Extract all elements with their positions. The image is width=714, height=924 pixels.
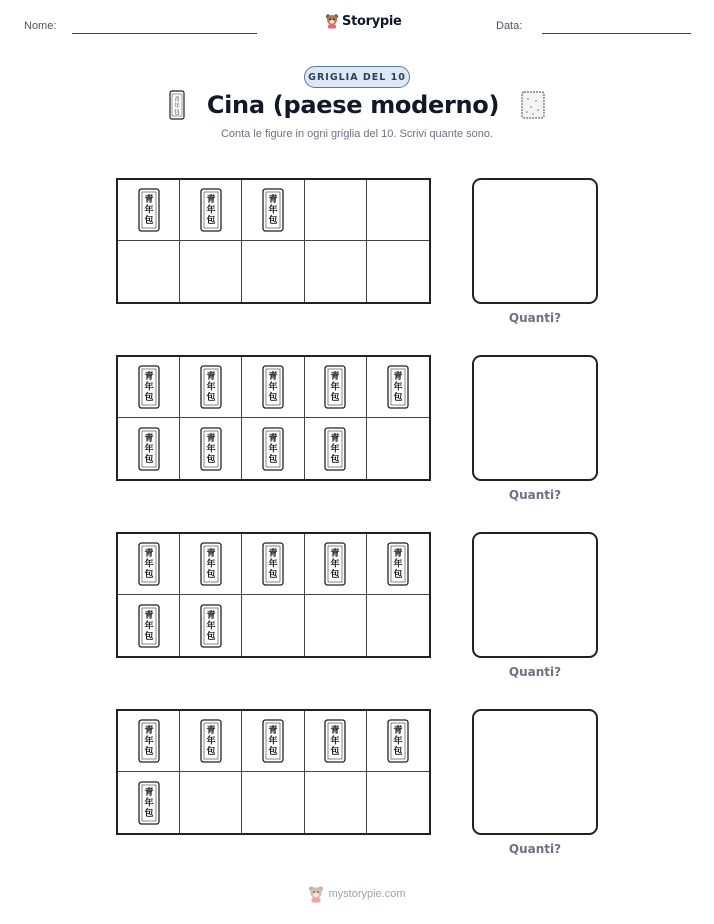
grid-cell xyxy=(367,595,429,656)
qingnianbao-packet-icon xyxy=(262,365,284,409)
svg-text:青: 青 xyxy=(393,549,403,559)
grid-cell xyxy=(180,241,242,302)
qingnianbao-packet-icon xyxy=(200,542,222,586)
svg-text:包: 包 xyxy=(144,393,154,403)
grid-cell xyxy=(305,534,367,595)
qingnianbao-packet-icon xyxy=(200,365,222,409)
packet-icon-left xyxy=(169,90,185,120)
svg-text:年: 年 xyxy=(144,205,154,216)
grid-cell xyxy=(242,711,304,772)
grid-cell xyxy=(118,711,180,772)
grid-cell xyxy=(367,534,429,595)
svg-text:年: 年 xyxy=(174,103,180,110)
grid-cell xyxy=(367,241,429,302)
qingnianbao-packet-icon xyxy=(324,427,346,471)
grid-cell xyxy=(367,357,429,418)
grid-cell xyxy=(305,418,367,479)
svg-text:包: 包 xyxy=(206,570,216,580)
ten-frame-grid-4 xyxy=(116,709,431,835)
svg-text:青: 青 xyxy=(330,433,340,444)
svg-text:青: 青 xyxy=(144,610,154,621)
svg-text:包: 包 xyxy=(268,393,278,403)
svg-text:包: 包 xyxy=(206,631,216,642)
answer-label-2: Quanti? xyxy=(508,488,562,502)
bear-mascot-icon xyxy=(325,13,339,29)
name-label: Nome: xyxy=(24,20,57,32)
svg-text:包: 包 xyxy=(144,570,154,580)
qingnianbao-packet-icon xyxy=(200,188,222,232)
svg-text:青: 青 xyxy=(144,726,154,736)
qingnianbao-packet-icon xyxy=(138,188,160,232)
grid-cell xyxy=(305,595,367,656)
svg-text:年: 年 xyxy=(206,382,216,393)
qingnianbao-packet-icon xyxy=(324,719,346,763)
grid-cell xyxy=(180,180,242,241)
svg-text:年: 年 xyxy=(268,559,278,570)
svg-text:年: 年 xyxy=(393,736,403,747)
svg-text:包: 包 xyxy=(268,454,278,465)
qingnianbao-packet-icon xyxy=(138,604,160,648)
qingnianbao-packet-icon xyxy=(262,719,284,763)
svg-text:包: 包 xyxy=(144,747,154,757)
grid-cell xyxy=(367,180,429,241)
bear-mascot-icon xyxy=(308,885,324,903)
grid-cell xyxy=(305,241,367,302)
brand-name: Storypie xyxy=(342,13,402,29)
date-input-line[interactable] xyxy=(542,33,691,34)
svg-text:年: 年 xyxy=(144,736,154,747)
grid-cell xyxy=(118,180,180,241)
svg-text:青: 青 xyxy=(330,372,340,382)
svg-text:青: 青 xyxy=(268,195,278,205)
svg-text:包: 包 xyxy=(268,570,278,580)
svg-text:包: 包 xyxy=(393,570,403,580)
svg-text:青: 青 xyxy=(144,195,154,205)
qingnianbao-packet-icon xyxy=(138,719,160,763)
svg-text:青: 青 xyxy=(206,549,216,559)
footer xyxy=(0,885,714,903)
svg-text:年: 年 xyxy=(144,444,154,454)
svg-text:包: 包 xyxy=(330,570,340,580)
svg-text:包: 包 xyxy=(144,631,154,642)
svg-text:包: 包 xyxy=(174,110,180,116)
qingnianbao-packet-icon xyxy=(138,542,160,586)
svg-text:年: 年 xyxy=(206,205,216,216)
svg-text:包: 包 xyxy=(144,454,154,465)
qingnianbao-packet-icon xyxy=(324,542,346,586)
svg-text:青: 青 xyxy=(268,433,278,444)
svg-text:青: 青 xyxy=(206,195,216,205)
answer-box-1[interactable] xyxy=(472,178,598,304)
svg-text:年: 年 xyxy=(330,382,340,393)
svg-text:年: 年 xyxy=(268,444,278,454)
qingnianbao-packet-icon xyxy=(138,365,160,409)
svg-text:青: 青 xyxy=(268,726,278,736)
grid-cell xyxy=(180,534,242,595)
ten-frame-grid-3 xyxy=(116,532,431,658)
ten-frame-grid-2 xyxy=(116,355,431,481)
grid-cell xyxy=(242,534,304,595)
worksheet-type-badge: GRIGLIA DEL 10 xyxy=(304,66,410,88)
qingnianbao-packet-icon xyxy=(138,427,160,471)
svg-text:青: 青 xyxy=(393,372,403,382)
grid-cell xyxy=(118,357,180,418)
date-label: Data: xyxy=(496,20,523,32)
svg-text:包: 包 xyxy=(206,454,216,465)
page-title: Cina (paese moderno) xyxy=(206,91,500,119)
svg-text:包: 包 xyxy=(206,393,216,403)
answer-box-3[interactable] xyxy=(472,532,598,658)
svg-text:青: 青 xyxy=(144,433,154,444)
svg-text:包: 包 xyxy=(268,216,278,226)
svg-text:年: 年 xyxy=(393,382,403,393)
svg-text:包: 包 xyxy=(393,393,403,403)
grid-cell xyxy=(180,772,242,833)
grid-cell xyxy=(118,595,180,656)
svg-text:年: 年 xyxy=(330,559,340,570)
grid-cell xyxy=(367,711,429,772)
grid-cell xyxy=(305,711,367,772)
svg-text:包: 包 xyxy=(330,747,340,757)
svg-text:年: 年 xyxy=(268,382,278,393)
grid-cell xyxy=(180,711,242,772)
qingnianbao-packet-icon xyxy=(262,188,284,232)
grid-cell xyxy=(367,772,429,833)
svg-text:包: 包 xyxy=(144,808,154,819)
svg-text:包: 包 xyxy=(206,747,216,757)
grid-cell xyxy=(242,772,304,833)
svg-text:年: 年 xyxy=(206,444,216,454)
svg-text:包: 包 xyxy=(330,454,340,465)
grid-cell xyxy=(242,180,304,241)
qingnianbao-packet-icon xyxy=(324,365,346,409)
svg-text:年: 年 xyxy=(144,559,154,570)
svg-text:包: 包 xyxy=(330,393,340,403)
grid-cell xyxy=(180,357,242,418)
svg-text:青: 青 xyxy=(330,726,340,736)
svg-text:年: 年 xyxy=(206,736,216,747)
svg-text:包: 包 xyxy=(393,747,403,757)
qingnianbao-packet-icon xyxy=(200,427,222,471)
grid-cell xyxy=(180,595,242,656)
answer-label-1: Quanti? xyxy=(508,311,562,325)
ten-frame-grid-1 xyxy=(116,178,431,304)
svg-text:青: 青 xyxy=(144,372,154,382)
qingnianbao-packet-icon xyxy=(200,719,222,763)
brand-logo xyxy=(325,13,402,29)
grid-cell xyxy=(305,180,367,241)
svg-text:青: 青 xyxy=(206,433,216,444)
grid-cell xyxy=(118,772,180,833)
grid-cell xyxy=(242,241,304,302)
qingnianbao-packet-icon xyxy=(138,781,160,825)
qingnianbao-packet-icon xyxy=(387,365,409,409)
qingnianbao-packet-icon xyxy=(387,542,409,586)
svg-text:年: 年 xyxy=(330,444,340,454)
grid-cell xyxy=(180,418,242,479)
svg-text:包: 包 xyxy=(206,216,216,226)
grid-cell xyxy=(242,418,304,479)
svg-text:年: 年 xyxy=(330,736,340,747)
qingnianbao-packet-icon xyxy=(262,542,284,586)
svg-text:年: 年 xyxy=(206,621,216,631)
answer-label-3: Quanti? xyxy=(508,665,562,679)
svg-text:年: 年 xyxy=(206,559,216,570)
grid-cell xyxy=(118,418,180,479)
svg-text:青: 青 xyxy=(268,372,278,382)
svg-text:青: 青 xyxy=(393,726,403,736)
svg-text:年: 年 xyxy=(268,736,278,747)
answer-box-4[interactable] xyxy=(472,709,598,835)
instructions: Conta le figure in ogni griglia del 10. Scrivi quante sono. xyxy=(220,128,494,140)
answer-box-2[interactable] xyxy=(472,355,598,481)
svg-text:青: 青 xyxy=(144,549,154,559)
svg-text:年: 年 xyxy=(144,798,154,808)
svg-text:年: 年 xyxy=(393,559,403,570)
svg-text:青: 青 xyxy=(206,726,216,736)
svg-text:包: 包 xyxy=(144,216,154,226)
grid-cell xyxy=(367,418,429,479)
grid-cell xyxy=(118,241,180,302)
svg-text:青: 青 xyxy=(144,787,154,798)
svg-text:包: 包 xyxy=(268,747,278,757)
answer-label-4: Quanti? xyxy=(508,842,562,856)
footer-site: mystorypie.com xyxy=(328,888,406,900)
grid-cell xyxy=(305,357,367,418)
grid-cell xyxy=(118,534,180,595)
name-input-line[interactable] xyxy=(72,33,257,34)
svg-text:年: 年 xyxy=(144,382,154,393)
svg-text:青: 青 xyxy=(206,372,216,382)
svg-text:青: 青 xyxy=(174,97,180,103)
qingnianbao-packet-icon xyxy=(200,604,222,648)
qingnianbao-packet-icon xyxy=(262,427,284,471)
qingnianbao-packet-icon xyxy=(387,719,409,763)
svg-text:青: 青 xyxy=(268,549,278,559)
svg-text:年: 年 xyxy=(144,621,154,631)
svg-text:年: 年 xyxy=(268,205,278,216)
svg-text:青: 青 xyxy=(206,610,216,621)
grid-cell xyxy=(242,595,304,656)
svg-text:青: 青 xyxy=(330,549,340,559)
grid-cell xyxy=(305,772,367,833)
grid-cell xyxy=(242,357,304,418)
bread-icon-right xyxy=(521,91,545,119)
